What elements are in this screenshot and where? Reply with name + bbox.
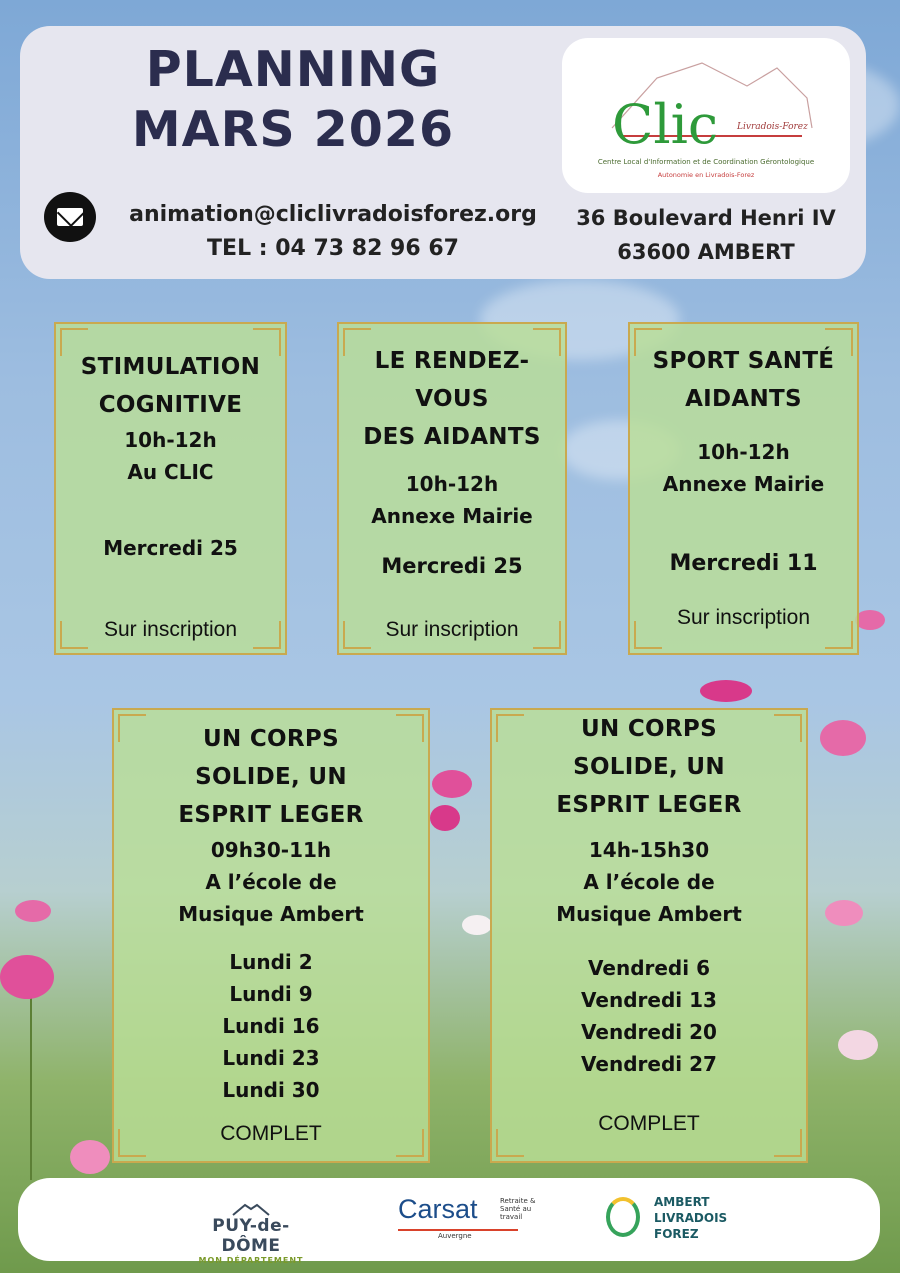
- card-time: 14h-15h30: [588, 838, 710, 862]
- card-title: UN CORPS: [581, 716, 717, 742]
- activity-card: [112, 708, 430, 1163]
- volcano-icon: [231, 1202, 271, 1216]
- card-title: SOLIDE, UN: [195, 764, 347, 790]
- card-title: ESPRIT LEGER: [178, 802, 364, 828]
- activity-card: [628, 322, 859, 655]
- contact-info: [118, 198, 548, 266]
- address-line: 63600 AMBERT: [617, 240, 795, 264]
- card-date: Mercredi 11: [669, 551, 818, 576]
- card-date: Vendredi 13: [581, 988, 717, 1012]
- card-date: Lundi 23: [222, 1046, 320, 1070]
- pink-flower: [820, 720, 866, 756]
- footer-partners: [18, 1178, 880, 1265]
- alf-line: AMBERT: [654, 1195, 710, 1209]
- logo-subtitle-2: Autonomie en Livradois-Forez: [657, 171, 755, 179]
- card-time: 10h-12h: [697, 440, 790, 464]
- card-time: 10h-12h: [124, 428, 217, 452]
- puy-subtitle: MON DÉPARTEMENT: [198, 1256, 304, 1265]
- title-line: PLANNING: [145, 41, 441, 98]
- page-title: [128, 40, 458, 160]
- logo-tag: Livradois-Forez: [737, 122, 808, 132]
- card-note: Sur inscription: [103, 618, 238, 641]
- card-date: Lundi 16: [222, 1014, 320, 1038]
- card-date: Lundi 9: [229, 982, 313, 1006]
- activity-card: [490, 708, 808, 1163]
- pink-flower: [462, 915, 492, 935]
- pink-flower: [0, 955, 54, 999]
- card-time: 09h30-11h: [210, 838, 332, 862]
- carsat-logo: [398, 1194, 536, 1240]
- card-date: Mercredi 25: [381, 554, 523, 578]
- clic-logo: [562, 38, 850, 193]
- card-place: Annexe Mairie: [662, 472, 825, 496]
- alf-line: LIVRADOIS: [654, 1211, 728, 1225]
- card-date: Lundi 2: [229, 950, 313, 974]
- card-note: Sur inscription: [385, 618, 519, 641]
- card-title: UN CORPS: [203, 726, 339, 752]
- activity-card: [337, 322, 567, 655]
- mail-icon: [44, 192, 96, 242]
- pink-flower: [70, 1140, 110, 1174]
- card-place: Musique Ambert: [556, 902, 742, 926]
- carsat-region: Auvergne: [438, 1232, 472, 1240]
- flower-stem: [30, 980, 32, 1180]
- card-title: DES AIDANTS: [363, 424, 541, 450]
- phone-number: TEL : 04 73 82 96 67: [207, 236, 459, 261]
- card-note: COMPLET: [598, 1112, 700, 1135]
- pink-flower: [432, 770, 472, 798]
- card-place: Annexe Mairie: [371, 504, 533, 528]
- card-place: A l’école de: [583, 870, 715, 894]
- card-date: Vendredi 27: [581, 1052, 717, 1076]
- carsat-name: Carsat: [398, 1194, 478, 1224]
- alf-text: [654, 1194, 764, 1242]
- carsat-bar: [398, 1229, 518, 1231]
- puy-name: PUY-de-DÔME: [212, 1216, 290, 1256]
- logo-subtitle: Centre Local d'Information et de Coordination Gérontologique: [597, 158, 815, 166]
- pink-flower: [855, 610, 885, 630]
- card-title: SOLIDE, UN: [573, 754, 725, 780]
- heart-icon: [606, 1197, 640, 1237]
- address-line: 36 Boulevard Henri IV: [576, 206, 836, 230]
- pink-flower: [825, 900, 863, 926]
- card-date: Lundi 30: [222, 1078, 320, 1102]
- pink-flower: [838, 1030, 878, 1060]
- title-line: MARS 2026: [131, 101, 455, 158]
- pink-flower: [430, 805, 460, 831]
- pink-flower: [15, 900, 51, 922]
- card-place: Musique Ambert: [178, 902, 364, 926]
- logo-name: Clic: [612, 93, 719, 156]
- alf-line: FOREZ: [654, 1227, 699, 1241]
- card-note: COMPLET: [220, 1122, 322, 1145]
- card-title: SPORT SANTÉ: [652, 348, 835, 374]
- address: [570, 201, 842, 269]
- card-date: Vendredi 6: [588, 956, 710, 980]
- card-title: COGNITIVE: [98, 392, 243, 418]
- pink-flower: [700, 680, 752, 702]
- card-title: ESPRIT LEGER: [556, 792, 742, 818]
- card-date: Mercredi 25: [103, 536, 238, 560]
- card-place: Au CLIC: [127, 460, 214, 484]
- card-time: 10h-12h: [405, 472, 499, 496]
- activity-card: [54, 322, 287, 655]
- card-title: AIDANTS: [685, 386, 802, 412]
- card-note: Sur inscription: [676, 606, 811, 629]
- card-title: LE RENDEZ-: [374, 348, 530, 374]
- card-place: A l’école de: [205, 870, 337, 894]
- carsat-tagline: Retraite & Santé au travail: [500, 1197, 536, 1221]
- email-link[interactable]: animation@cliclivradoisforez.org: [129, 202, 537, 227]
- card-title: STIMULATION: [80, 354, 261, 380]
- puy-de-dome-logo: [196, 1202, 306, 1265]
- card-date: Vendredi 20: [581, 1020, 717, 1044]
- card-title: VOUS: [415, 386, 489, 412]
